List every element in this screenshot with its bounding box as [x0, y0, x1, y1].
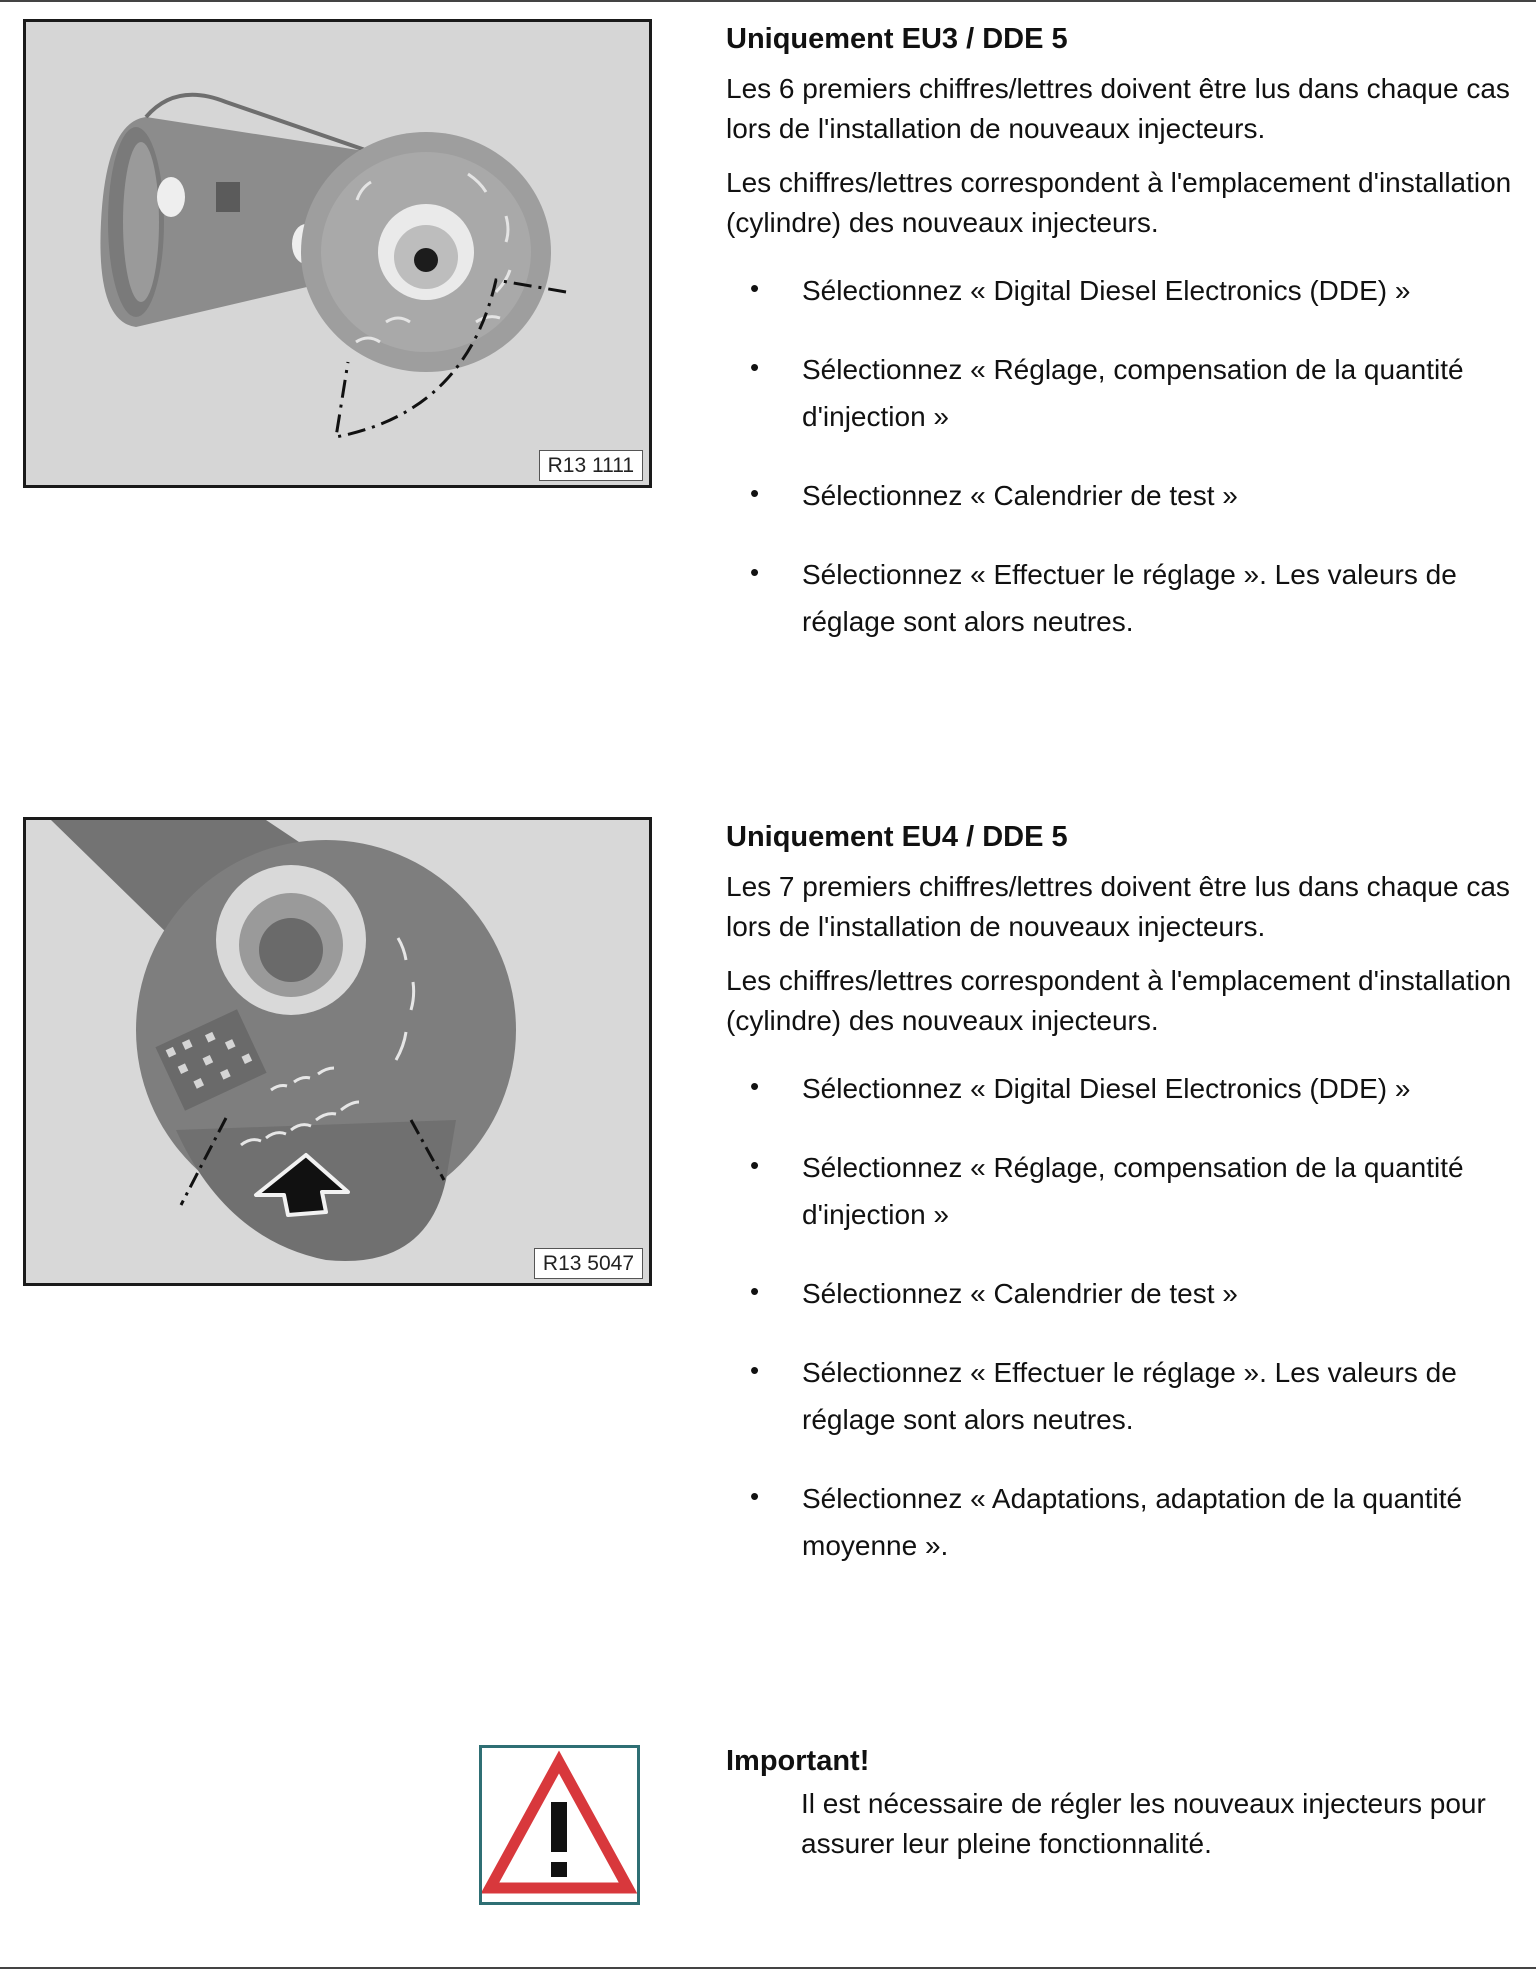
injector-figure-eu4: [23, 817, 652, 1286]
section-eu3: [726, 21, 1516, 677]
section-eu4: [726, 819, 1516, 1601]
figure-label: R13 5047: [534, 1248, 643, 1279]
step-list: [726, 1065, 1516, 1569]
important-text: Il est nécessaire de régler les nouveaux injecteurs pour assurer leur pleine fonctionnalité.: [801, 1788, 1486, 1859]
list-item: • Sélectionnez « Effectuer le réglage ». Les valeurs de réglage sont alors neutres.: [726, 551, 1516, 645]
warning-icon: [479, 1745, 640, 1905]
step-list: [726, 267, 1516, 645]
injector-figure-eu3: [23, 19, 652, 488]
bottom-rule: [0, 1967, 1536, 1969]
bullet-icon: •: [750, 273, 760, 303]
paragraph: Les 6 premiers chiffres/lettres doivent être lus dans chaque cas lors de l'installation de nouveaux injecteurs.: [726, 73, 1510, 144]
list-item: • Sélectionnez « Calendrier de test »: [726, 472, 1516, 519]
top-rule: [0, 0, 1536, 2]
bullet-icon: •: [750, 1276, 760, 1306]
list-item: • Sélectionnez « Réglage, compensation de la quantité d'injection »: [726, 346, 1516, 440]
list-item: • Sélectionnez « Digital Diesel Electronics (DDE) »: [726, 267, 1516, 314]
figure-label: R13 1111: [539, 450, 643, 481]
important-title: Important!: [726, 1745, 870, 1777]
section-heading: Uniquement EU4 / DDE 5: [726, 821, 1068, 853]
list-item: • Sélectionnez « Réglage, compensation de la quantité d'injection »: [726, 1144, 1516, 1238]
injector-eu3-illustration: [26, 22, 649, 485]
bullet-icon: •: [750, 1071, 760, 1101]
list-item: • Sélectionnez « Effectuer le réglage ». Les valeurs de réglage sont alors neutres.: [726, 1349, 1516, 1443]
paragraph: Les chiffres/lettres correspondent à l'emplacement d'installation (cylindre) des nouveaux injecteurs.: [726, 167, 1512, 238]
list-item: • Sélectionnez « Digital Diesel Electronics (DDE) »: [726, 1065, 1516, 1112]
important-notice: [726, 1742, 1516, 1864]
bullet-icon: •: [750, 1150, 760, 1180]
list-item: • Sélectionnez « Calendrier de test »: [726, 1270, 1516, 1317]
list-item: • Sélectionnez « Adaptations, adaptation de la quantité moyenne ».: [726, 1475, 1516, 1569]
paragraph: Les chiffres/lettres correspondent à l'emplacement d'installation (cylindre) des nouveaux injecteurs.: [726, 965, 1512, 1036]
bullet-icon: •: [750, 478, 760, 508]
paragraph: Les 7 premiers chiffres/lettres doivent être lus dans chaque cas lors de l'installation de nouveaux injecteurs.: [726, 871, 1510, 942]
injector-eu4-illustration: [26, 820, 649, 1283]
section-heading: Uniquement EU3 / DDE 5: [726, 23, 1068, 55]
bullet-icon: •: [750, 352, 760, 382]
bullet-icon: •: [750, 1481, 760, 1511]
bullet-icon: •: [750, 1355, 760, 1385]
bullet-icon: •: [750, 557, 760, 587]
